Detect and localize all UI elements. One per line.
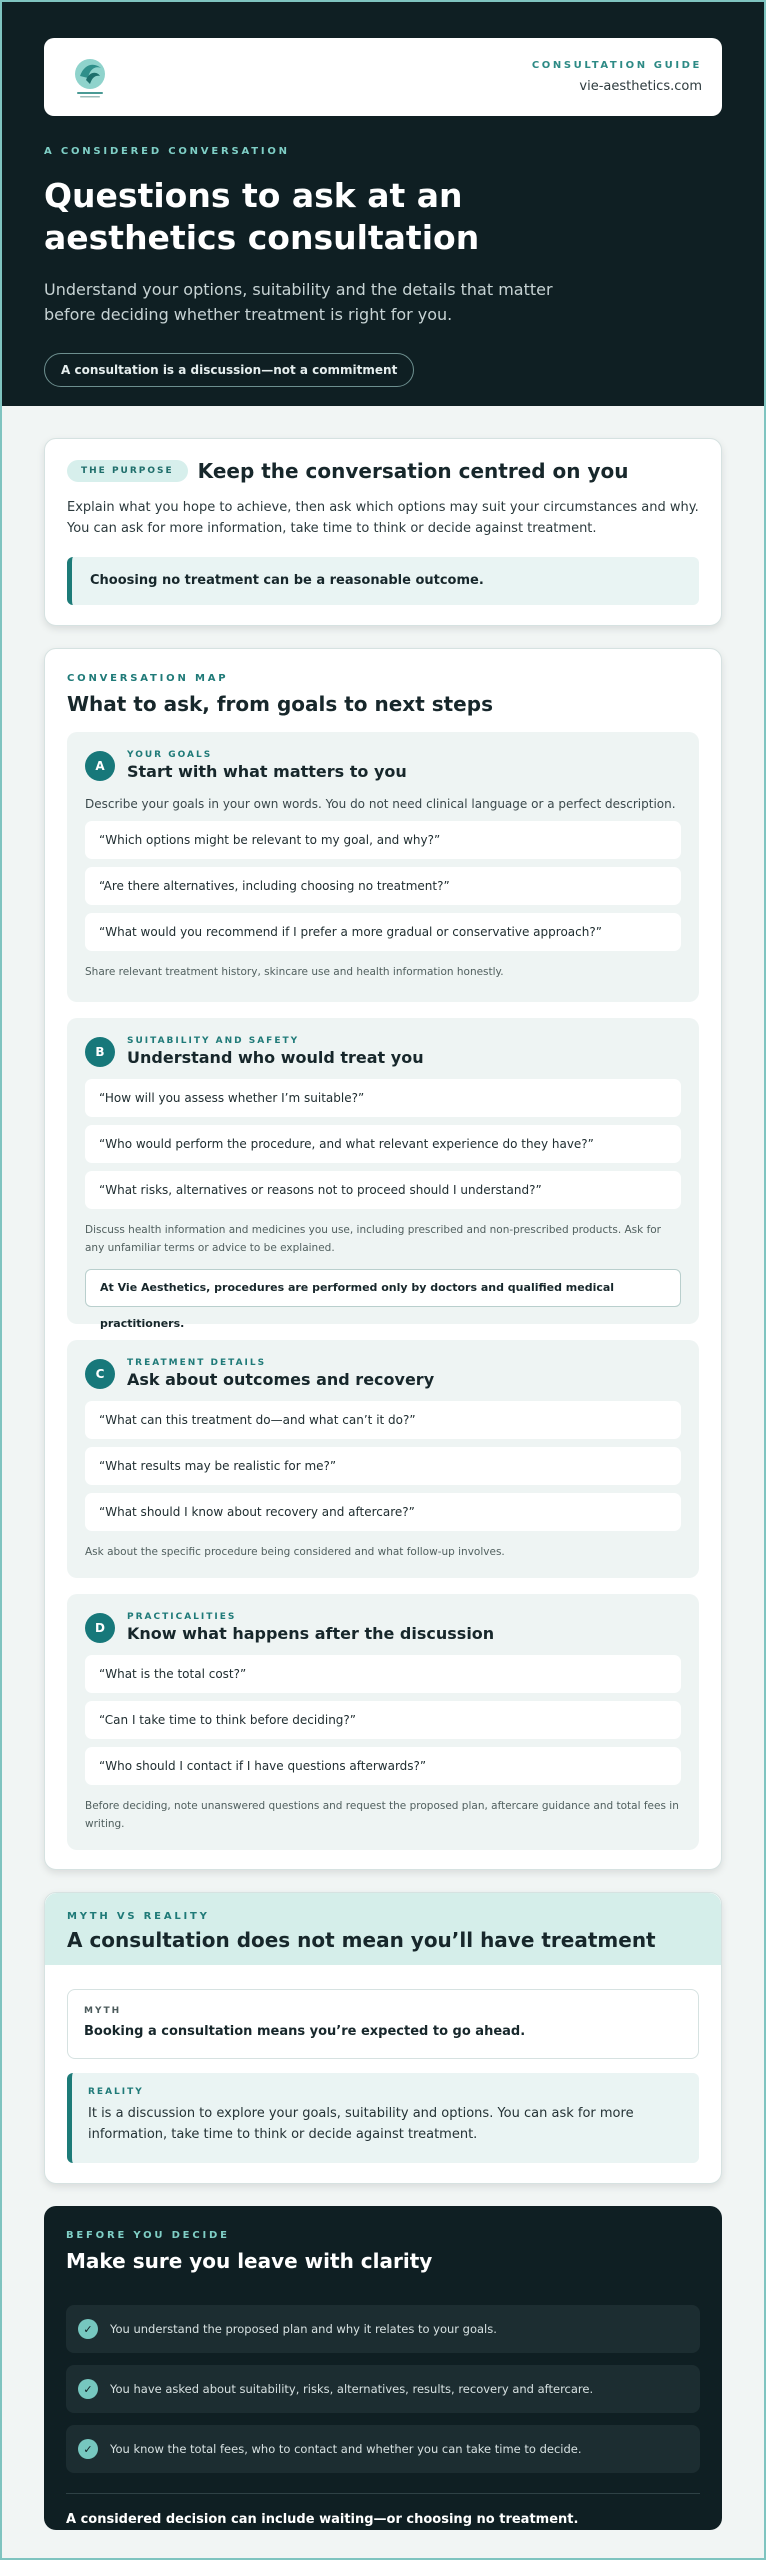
question-item: “Which options might be relevant to my goal, and why?”: [85, 821, 681, 859]
question-item: “What results may be realistic for me?”: [85, 1447, 681, 1485]
reality-statement: It is a discussion to explore your goals, suitability and options. You can ask for more information, take time to think or decide against treatment.: [88, 2106, 634, 2142]
myth-title: A consultation does not mean you’ll have treatment: [67, 1928, 656, 1952]
question-item: “What can this treatment do—and what can’t it do?”: [85, 1401, 681, 1439]
question-item: “Who would perform the procedure, and what relevant experience do they have?”: [85, 1125, 681, 1163]
myth-box: [67, 1989, 699, 2059]
step-eyebrow: SUITABILITY AND SAFETY: [127, 1036, 300, 1046]
hero-section: [2, 2, 764, 406]
step-suitability: [67, 1018, 699, 1330]
guide-label: CONSULTATION GUIDE: [531, 60, 702, 71]
map-eyebrow: CONVERSATION MAP: [67, 673, 229, 684]
step-titles: [127, 1612, 494, 1643]
topbar-right: [532, 60, 702, 94]
step-header: [85, 1358, 681, 1389]
step-badge: A: [85, 751, 115, 781]
check-icon: ✓: [78, 2379, 98, 2399]
question-item: “How will you assess whether I’m suitable?”: [85, 1079, 681, 1117]
step-titles: [127, 750, 407, 781]
step-note: Discuss health information and medicines you use, including prescribed and non-prescribed products. Ask for any unfamiliar terms or advice to be explained.: [85, 1224, 662, 1254]
myth-statement: Booking a consultation means you’re expected to go ahead.: [84, 2024, 526, 2039]
purpose-title: Keep the conversation centred on you: [197, 459, 629, 483]
myth-reality-card: [44, 1892, 722, 2184]
step-titles: [127, 1036, 424, 1067]
step-header: [85, 1612, 681, 1643]
step-title: Start with what matters to you: [127, 762, 407, 781]
purpose-card: [44, 438, 722, 626]
clarity-card: [44, 2206, 722, 2530]
step-note: Ask about the specific procedure being considered and what follow-up involves.: [85, 1546, 505, 1558]
checklist-text: You have asked about suitability, risks, alternatives, results, recovery and aftercare.: [110, 2382, 594, 2396]
site-domain-link[interactable]: vie-aesthetics.com: [579, 79, 702, 94]
checklist-text: You understand the proposed plan and why it relates to your goals.: [110, 2322, 497, 2336]
step-badge: D: [85, 1613, 115, 1643]
divider: [66, 2493, 700, 2494]
purpose-body: Explain what you hope to achieve, then ask which options may suit your circumstances and why. You can ask for more information, take time to think or decide against treatment.: [67, 500, 699, 536]
step-practicalities: [67, 1594, 699, 1850]
question-item: “What should I know about recovery and aftercare?”: [85, 1493, 681, 1531]
step-treatment-details: [67, 1340, 699, 1578]
reality-box: [67, 2073, 699, 2163]
hero-pill: A consultation is a discussion—not a commitment: [44, 353, 414, 387]
step-header: [85, 1036, 681, 1067]
conversation-map-card: [44, 648, 722, 1870]
step-title: Ask about outcomes and recovery: [127, 1370, 435, 1389]
step-eyebrow: TREATMENT DETAILS: [127, 1358, 267, 1368]
check-icon: ✓: [78, 2319, 98, 2339]
question-item: “What is the total cost?”: [85, 1655, 681, 1693]
step-note: Before deciding, note unanswered questions and request the proposed plan, aftercare guidance and total fees in writing.: [85, 1800, 679, 1830]
clarity-eyebrow: BEFORE YOU DECIDE: [66, 2230, 230, 2241]
myth-header: [45, 1893, 721, 1965]
top-bar: [44, 38, 722, 116]
step-title: Understand who would treat you: [127, 1048, 424, 1067]
step-header: [85, 750, 681, 781]
purpose-callout: Choosing no treatment can be a reasonable outcome.: [67, 557, 699, 605]
hero-lead: Understand your options, suitability and the details that matter before deciding whether treatment is right for you.: [44, 280, 553, 324]
question-item: “Can I take time to think before deciding?”: [85, 1701, 681, 1739]
step-badge: C: [85, 1359, 115, 1389]
checklist-item: [66, 2425, 700, 2473]
question-item: “What would you recommend if I prefer a more gradual or conservative approach?”: [85, 913, 681, 951]
step-goals: [67, 732, 699, 1002]
step-eyebrow: YOUR GOALS: [127, 750, 213, 760]
reality-label: REALITY: [88, 2087, 144, 2097]
hero-eyebrow: A CONSIDERED CONVERSATION: [44, 146, 290, 157]
step-titles: [127, 1358, 434, 1389]
myth-eyebrow: MYTH VS REALITY: [67, 1911, 210, 1922]
myth-label: MYTH: [84, 2006, 122, 2016]
step-badge: B: [85, 1037, 115, 1067]
question-item: “Who should I contact if I have questions afterwards?”: [85, 1747, 681, 1785]
practitioner-note: At Vie Aesthetics, procedures are performed only by doctors and qualified medical practitioners.: [85, 1269, 681, 1307]
step-note: Share relevant treatment history, skincare use and health information honestly.: [85, 966, 504, 978]
page-title: Questions to ask at an aesthetics consultation: [44, 176, 480, 257]
step-title: Know what happens after the discussion: [127, 1624, 495, 1643]
question-item: “What risks, alternatives or reasons not to proceed should I understand?”: [85, 1171, 681, 1209]
checklist-item: [66, 2365, 700, 2413]
vie-aesthetics-logo[interactable]: [68, 54, 112, 100]
map-title: What to ask, from goals to next steps: [67, 692, 493, 716]
checklist-item: [66, 2305, 700, 2353]
step-eyebrow: PRACTICALITIES: [127, 1612, 237, 1622]
check-icon: ✓: [78, 2439, 98, 2459]
clarity-title: Make sure you leave with clarity: [66, 2249, 433, 2273]
closing-statement: A considered decision can include waiting—or choosing no treatment.: [66, 2512, 579, 2527]
step-description: Describe your goals in your own words. You do not need clinical language or a perfect description.: [85, 797, 676, 811]
question-item: “Are there alternatives, including choosing no treatment?”: [85, 867, 681, 905]
checklist-text: You know the total fees, who to contact and whether you can take time to decide.: [110, 2442, 582, 2456]
purpose-tag: THE PURPOSE: [67, 460, 188, 482]
purpose-header: [67, 459, 699, 483]
page: [2, 2, 764, 2558]
